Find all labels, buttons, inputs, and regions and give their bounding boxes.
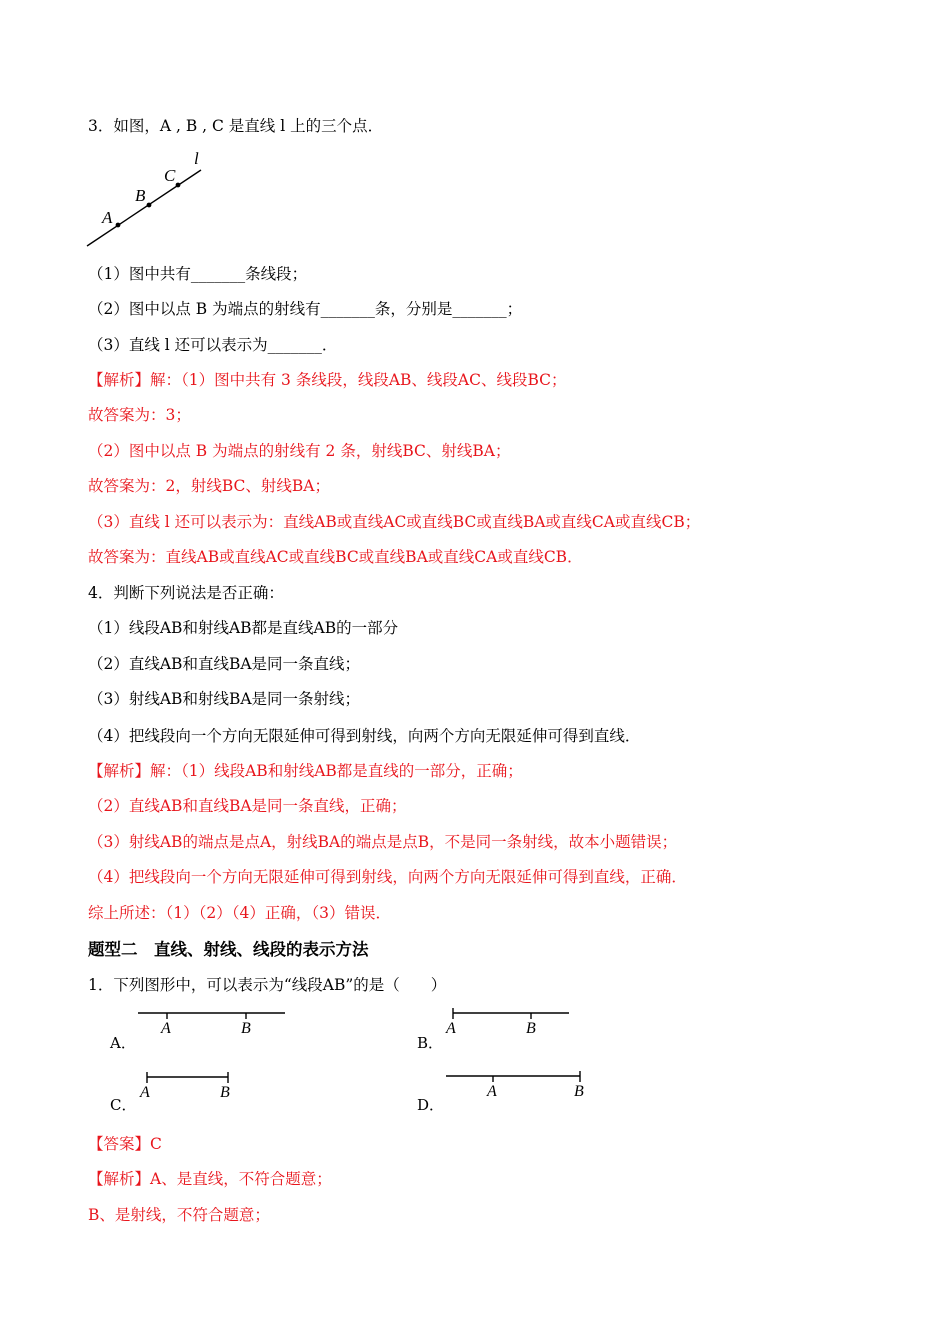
q3-part1: （1）图中共有_______条线段； — [88, 265, 308, 283]
section-title: 题型二 直线、射线、线段的表示方法 — [88, 940, 369, 959]
q4-solution-1: 【解析】解：（1）线段AB和射线AB都是直线的一部分，正确； — [88, 762, 523, 780]
point-c-label: C — [164, 166, 176, 185]
option-c-point-a: A — [140, 1084, 150, 1101]
option-d-label: D． — [417, 1096, 445, 1114]
option-c-label: C． — [110, 1096, 137, 1114]
point-b-label: B — [135, 186, 146, 205]
t2q1-solution-2: B、是射线，不符合题意； — [88, 1206, 270, 1224]
q3-part3: （3）直线 l 还可以表示为_______． — [88, 336, 338, 354]
t2q1-stem: 1．下列图形中，可以表示为“线段AB”的是（ ） — [88, 976, 447, 994]
q3-answer-3: 故答案为：直线AB或直线AC或直线BC或直线BA或直线CA或直线CB． — [88, 548, 583, 566]
q4-statement-1: （1）线段AB和射线AB都是直线AB的一部分 — [88, 619, 399, 637]
q4-solution-2: （2）直线AB和直线BA是同一条直线，正确； — [88, 797, 407, 815]
q4-statement-2: （2）直线AB和直线BA是同一条直线； — [88, 655, 361, 673]
option-d-figure — [446, 1071, 586, 1099]
q4-stem: 4．判断下列说法是否正确： — [88, 584, 284, 602]
q4-statement-4: （4）把线段向一个方向无限延伸可得到射线，向两个方向无限延伸可得到直线． — [88, 727, 641, 745]
option-c-figure — [138, 1072, 238, 1100]
option-d-point-a: A — [487, 1083, 497, 1100]
line-l-label: l — [194, 149, 199, 168]
q3-part2: （2）图中以点 B 为端点的射线有_______条，分别是_______； — [88, 300, 523, 318]
option-b-point-a: A — [446, 1020, 456, 1037]
option-b-label: B． — [417, 1034, 444, 1052]
option-a-point-a: A — [161, 1020, 171, 1037]
q4-summary: 综上所述：（1）（2）（4）正确，（3）错误． — [88, 904, 391, 922]
point-a-dot — [116, 223, 121, 228]
q3-answer-1: 故答案为：3； — [88, 406, 191, 424]
q3-stem: 3．如图，A , B , C 是直线 l 上的三个点． — [88, 117, 384, 135]
q3-solution-3: （3）直线 l 还可以表示为：直线AB或直线AC或直线BC或直线BA或直线CA或直线CB； — [88, 513, 701, 531]
t2q1-answer: 【答案】C — [88, 1135, 162, 1153]
option-a-point-b: B — [241, 1020, 251, 1037]
q4-solution-4: （4）把线段向一个方向无限延伸可得到射线，向两个方向无限延伸可得到直线，正确． — [88, 868, 687, 886]
option-a-label: A． — [110, 1034, 136, 1052]
point-c-dot — [176, 183, 181, 188]
q3-solution-2: （2）图中以点 B 为端点的射线有 2 条，射线BC、射线BA； — [88, 442, 511, 460]
q3-solution-1: 【解析】解：（1）图中共有 3 条线段，线段AB、线段AC、线段BC； — [88, 371, 567, 389]
point-a-label: A — [102, 208, 113, 227]
q4-solution-3: （3）射线AB的端点是点A，射线BA的端点是点B，不是同一条射线，故本小题错误； — [88, 833, 678, 851]
q4-statement-3: （3）射线AB和射线BA是同一条射线； — [88, 690, 361, 708]
option-b-point-b: B — [526, 1020, 536, 1037]
option-a-figure — [138, 1008, 288, 1036]
q3-line-figure — [85, 148, 210, 250]
point-b-dot — [147, 203, 152, 208]
option-c-point-b: B — [220, 1084, 230, 1101]
option-b-figure — [444, 1008, 574, 1036]
option-d-point-b: B — [574, 1083, 584, 1100]
t2q1-solution-1: 【解析】A、是直线，不符合题意； — [88, 1170, 332, 1188]
q3-answer-2: 故答案为：2，射线BC、射线BA； — [88, 477, 330, 495]
